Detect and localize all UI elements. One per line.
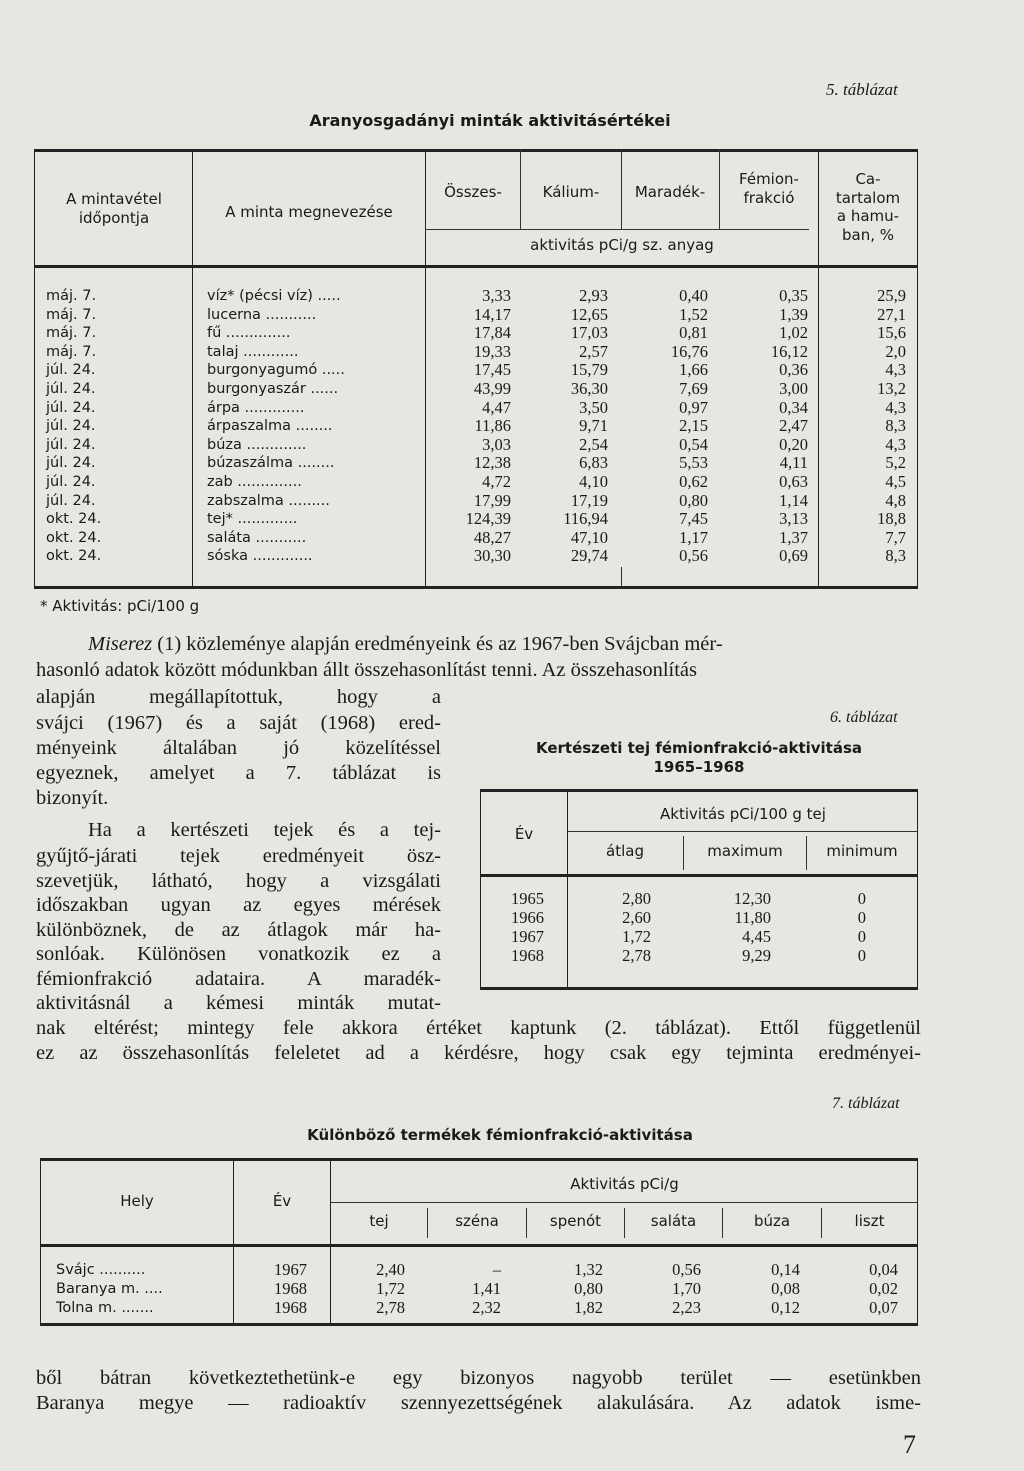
table7-cell-place: Tolna m. ....... — [56, 1300, 154, 1316]
table7-right-border — [917, 1158, 918, 1323]
table6-col-divider — [567, 789, 568, 987]
table5-cell-remainder: 2,15 — [679, 416, 708, 436]
table5-cell-metal: 1,02 — [779, 323, 808, 343]
page-number: 7 — [903, 1430, 916, 1459]
table6-right-border — [917, 789, 918, 987]
paragraph-line: alapján megállapítottuk, hogy a — [36, 686, 441, 708]
table5-header-calcium: Ca- tartalom a hamu- ban, % — [835, 170, 901, 244]
table5-cell-metal: 1,37 — [779, 527, 808, 547]
table5-cell-potassium: 116,94 — [563, 509, 608, 529]
table7-header-col: liszt — [854, 1212, 885, 1230]
table5-cell-calcium: 7,7 — [885, 527, 906, 547]
table5-cell-total: 19,33 — [473, 341, 511, 361]
table6-header-max: maximum — [707, 842, 783, 860]
table5-cell-total: 30,30 — [473, 546, 511, 566]
table5-cell-calcium: 4,8 — [885, 490, 906, 510]
table6-cell-year: 1968 — [511, 946, 544, 965]
paragraph-line — [88, 632, 723, 657]
table6-cell-avg: 2,60 — [622, 908, 651, 927]
table5-cell-metal: 1,14 — [779, 490, 808, 510]
table7-cell-value: 2,40 — [376, 1260, 405, 1279]
table5-cell-potassium: 9,71 — [579, 416, 608, 436]
table5-cell-name: sóska ............. — [207, 548, 313, 565]
table5-cell-date: máj. 7. — [46, 343, 97, 360]
table5-header-metal: Fémion- frakció — [739, 170, 799, 207]
table6-cell-avg: 2,78 — [622, 946, 651, 965]
table7-cell-value: 0,04 — [869, 1260, 898, 1279]
table5-title: Aranyosgadányi minták aktivitásértékei — [309, 111, 671, 130]
table5-cell-metal: 0,35 — [779, 286, 808, 305]
table7-col-divider — [821, 1208, 822, 1238]
table5-cell-potassium: 47,10 — [570, 527, 608, 547]
table5-col-divider — [192, 149, 193, 586]
paragraph-line: gyűjtő-járati tejek eredményeit ösz- — [36, 845, 441, 867]
table5-right-border — [917, 149, 918, 586]
table5-cell-remainder: 0,40 — [679, 286, 708, 305]
table7-cell-place: Svájc .......... — [56, 1262, 146, 1278]
table5-cell-metal: 0,63 — [779, 472, 808, 491]
table7-cell-value: 1,70 — [672, 1279, 701, 1298]
table5-cell-total: 11,86 — [474, 416, 511, 436]
table6-header-rule — [480, 874, 918, 877]
table5-cell-total: 14,17 — [473, 304, 511, 324]
table5-cell-remainder: 0,97 — [679, 397, 708, 417]
table7-col-divider — [427, 1208, 428, 1238]
table7-header-col: búza — [753, 1212, 791, 1230]
table5-cell-date: júl. 24. — [46, 418, 96, 435]
table6-cell-avg: 1,72 — [622, 927, 651, 946]
table7-cell-year: 1968 — [274, 1279, 307, 1298]
table6-col-divider — [806, 836, 807, 870]
table6-header-group: Aktivitás pCi/100 g tej — [660, 805, 826, 823]
table7-top-rule — [40, 1158, 918, 1161]
table5-cell-name: árpa ............. — [207, 399, 305, 416]
paragraph-line: időszakban ugyan az egyes mérések — [36, 894, 441, 916]
table5-cell-potassium: 17,19 — [570, 490, 608, 510]
table5-cell-name: lucerna ........... — [207, 306, 317, 323]
table5-cell-name: burgonyaszár ...... — [207, 381, 339, 397]
table7-title: Különböző termékek fémionfrakció-aktivitása — [307, 1126, 693, 1144]
table7-cell-value: 0,08 — [771, 1279, 800, 1298]
table7-cell-value: 0,80 — [574, 1279, 603, 1298]
table5-cell-potassium: 3,50 — [579, 397, 608, 417]
table5-cell-total: 124,39 — [465, 509, 511, 529]
table5-cell-potassium: 17,03 — [570, 323, 608, 343]
table5-cell-calcium: 4,3 — [885, 397, 906, 417]
table5-cell-potassium: 2,54 — [579, 434, 608, 454]
table5-cell-calcium: 13,2 — [877, 379, 906, 398]
table6-cell-year: 1967 — [511, 927, 544, 946]
table5-cell-metal: 0,34 — [779, 397, 808, 417]
table6-top-rule — [480, 789, 918, 792]
paragraph-line: bizonyít. — [36, 787, 109, 809]
table7-col-divider — [233, 1158, 234, 1323]
table5-header-unit: aktivitás pCi/g sz. anyag — [530, 236, 714, 254]
table6-title: Kertészeti tej fémionfrakció-aktivitása 1965–1968 — [535, 739, 863, 776]
table7-header-col: széna — [455, 1212, 499, 1230]
table7-col-divider — [722, 1208, 723, 1238]
table5-cell-remainder: 7,69 — [679, 379, 708, 398]
table5-header-remainder: Maradék- — [634, 183, 706, 201]
paragraph-line: fémionfrakció adataira. A maradék- — [36, 968, 441, 990]
table7-cell-value: 2,32 — [472, 1298, 501, 1317]
table5-cell-metal: 3,13 — [779, 509, 808, 529]
table5-header-rule — [34, 265, 918, 268]
table5-col-divider — [818, 149, 819, 586]
table5-cell-potassium: 29,74 — [570, 546, 608, 566]
table5-cell-metal: 2,47 — [779, 416, 808, 436]
table7-sub-rule — [330, 1202, 918, 1203]
table6-cell-min: 0 — [857, 946, 866, 965]
table6-cell-avg: 2,80 — [622, 889, 651, 908]
paragraph-line: svájci (1967) és a saját (1968) ered- — [36, 712, 441, 734]
table5-cell-name: fű .............. — [207, 325, 291, 342]
table7-header-col: saláta — [650, 1212, 697, 1230]
paragraph-line: nak eltérést; mintegy fele akkora értéket kaptunk (2. táblázat). Ettől függetlenül — [36, 1017, 921, 1039]
table5-col-divider — [520, 149, 521, 229]
table7-header-place: Hely — [120, 1192, 154, 1210]
table5-cell-remainder: 7,45 — [679, 509, 708, 529]
table5-cell-remainder: 1,66 — [679, 360, 708, 380]
table7-cell-value: 0,07 — [869, 1298, 898, 1317]
paragraph-text: (1) közleménye alapján eredményeink és az 1967-ben Svájcban mér- — [152, 633, 723, 655]
table5-cell-date: okt. 24. — [46, 529, 102, 546]
paragraph-line: aktivitásnál a kémesi minták mutat- — [36, 992, 441, 1014]
table5-cell-potassium: 36,30 — [570, 379, 608, 398]
table5-cell-name: búza ............. — [207, 436, 307, 453]
table5-cell-total: 48,27 — [473, 527, 511, 547]
table5-cell-remainder: 0,80 — [679, 490, 708, 510]
table7-cell-value: – — [492, 1260, 501, 1279]
table7-col-divider — [526, 1208, 527, 1238]
table7-cell-value: 0,14 — [771, 1260, 800, 1279]
table7-header-rule — [40, 1244, 918, 1247]
table5-left-border — [34, 149, 35, 586]
table5-cell-remainder: 0,54 — [679, 434, 708, 454]
paragraph-line: szevetjük, látható, hogy a vizsgálati — [36, 870, 441, 892]
table7-cell-value: 1,41 — [472, 1279, 501, 1298]
table7-cell-value: 0,02 — [869, 1279, 898, 1298]
table6-cell-min: 0 — [857, 927, 866, 946]
table5-cell-date: júl. 24. — [46, 474, 96, 490]
table5-cell-calcium: 4,5 — [885, 472, 906, 491]
table5-cell-date: máj. 7. — [46, 325, 97, 342]
table5-cell-calcium: 18,8 — [877, 509, 906, 529]
table7-cell-value: 1,82 — [574, 1298, 603, 1317]
table5-cell-total: 12,38 — [473, 453, 511, 473]
table6-cell-max: 4,45 — [742, 927, 771, 946]
table5-cell-potassium: 15,79 — [570, 360, 608, 380]
table5-cell-date: okt. 24. — [46, 548, 102, 565]
table5-cell-name: zabszalma ......... — [207, 492, 330, 509]
table7-col-divider — [624, 1208, 625, 1238]
table5-cell-potassium: 4,10 — [579, 472, 608, 491]
table5-header-date: A mintavétel időpontja — [66, 190, 162, 227]
table7-cell-place: Baranya m. .... — [56, 1281, 163, 1297]
table5-label: 5. táblázat — [826, 80, 898, 99]
table5-cell-date: máj. 7. — [46, 288, 97, 304]
table6-bottom-rule — [480, 987, 918, 990]
paragraph-line: Ha a kertészeti tejek és a tej- — [88, 819, 441, 841]
table5-cell-remainder: 5,53 — [679, 453, 708, 473]
table7-header-col: tej — [369, 1212, 389, 1230]
paragraph-line: különböznek, de az átlagok már ha- — [36, 919, 441, 941]
table5-cell-name: árpaszalma ........ — [207, 418, 333, 435]
table5-cell-total: 3,33 — [482, 286, 511, 305]
table5-footnote: * Aktivitás: pCi/100 g — [40, 597, 200, 615]
table7-label: 7. táblázat — [832, 1095, 900, 1112]
table5-cell-name: talaj ............ — [207, 343, 299, 360]
table5-cell-metal: 3,00 — [779, 379, 808, 398]
table5-cell-date: júl. 24. — [46, 399, 96, 416]
table5-cell-metal: 0,20 — [779, 434, 808, 454]
table7-left-border — [40, 1158, 41, 1323]
paragraph-line: ből bátran következtethetünk-e egy bizonyos nagyobb terület — esetünkben — [36, 1367, 921, 1389]
table5-col-divider — [425, 149, 426, 586]
table5-cell-remainder: 1,52 — [679, 304, 708, 324]
table6-cell-year: 1966 — [511, 908, 544, 927]
table7-header-col: spenót — [549, 1212, 602, 1230]
table5-cell-calcium: 8,3 — [885, 416, 906, 436]
table5-cell-total: 3,03 — [482, 434, 511, 454]
author-name: Miserez — [88, 633, 153, 655]
table5-cell-total: 17,99 — [473, 490, 511, 510]
table7-cell-value: 2,78 — [376, 1298, 405, 1317]
table5-cell-date: júl. 24. — [46, 381, 96, 397]
table5-cell-calcium: 25,9 — [877, 286, 906, 305]
table5-cell-metal: 16,12 — [770, 341, 808, 361]
table5-cell-calcium: 4,3 — [885, 360, 906, 380]
table5-sub-rule — [425, 229, 809, 230]
table7-header-year: Év — [272, 1192, 292, 1210]
table6-cell-min: 0 — [857, 889, 866, 908]
table5-cell-potassium: 2,57 — [579, 341, 608, 361]
table5-header-potassium: Kálium- — [542, 183, 600, 201]
table6-header-avg: átlag — [606, 842, 644, 860]
paragraph-line: egyeznek, amelyet a 7. táblázat is — [36, 762, 441, 784]
table5-cell-total: 17,45 — [473, 360, 511, 380]
table6-left-border — [480, 789, 481, 987]
table5-col-divider — [621, 567, 622, 586]
table7-header-group: Aktivitás pCi/g — [570, 1175, 679, 1193]
table6-cell-max: 11,80 — [734, 908, 771, 927]
table5-header-name: A minta megnevezése — [225, 203, 393, 221]
table6-header-year: Év — [514, 825, 534, 843]
table5-cell-remainder: 1,17 — [679, 527, 708, 547]
table5-cell-date: júl. 24. — [46, 455, 96, 472]
paragraph-line: sonlóak. Különösen vonatkozik ez a — [36, 943, 441, 965]
table7-cell-value: 0,12 — [771, 1298, 800, 1317]
table7-cell-year: 1967 — [274, 1260, 307, 1279]
table5-cell-name: burgonyagumó ..... — [207, 362, 345, 379]
table5 — [0, 0, 1024, 600]
table5-cell-total: 43,99 — [473, 379, 511, 398]
table5-cell-calcium: 27,1 — [877, 304, 906, 324]
table5-cell-potassium: 2,93 — [579, 286, 608, 305]
table6-cell-max: 12,30 — [733, 889, 771, 908]
table6-cell-min: 0 — [857, 908, 866, 927]
table6-label: 6. táblázat — [830, 709, 898, 726]
table7-cell-value: 2,23 — [672, 1298, 701, 1317]
table5-cell-total: 4,72 — [482, 472, 511, 491]
table5-cell-metal: 1,39 — [779, 304, 808, 324]
table5-cell-potassium: 6,83 — [579, 453, 608, 473]
table5-cell-calcium: 5,2 — [885, 453, 906, 473]
table5-cell-date: máj. 7. — [46, 306, 97, 323]
table5-cell-metal: 0,36 — [779, 360, 808, 380]
table6-col-divider — [683, 836, 684, 870]
table5-cell-calcium: 8,3 — [885, 546, 906, 566]
table5-cell-remainder: 0,81 — [679, 323, 708, 343]
paragraph-line: ményeink általában jó közelítéssel — [36, 737, 441, 759]
table5-cell-calcium: 15,6 — [877, 323, 906, 343]
table5-cell-date: júl. 24. — [46, 362, 96, 379]
table5-cell-metal: 4,11 — [779, 453, 808, 473]
table6-header-min: minimum — [826, 842, 898, 860]
table5-cell-date: júl. 24. — [46, 436, 96, 453]
paragraph-line: Baranya megye — radioaktív szennyezettségének alakulására. Az adatok isme- — [36, 1392, 921, 1414]
paragraph-line: hasonló adatok között módunkban állt összehasonlítást tenni. Az összehasonlítás — [36, 659, 698, 681]
table5-cell-metal: 0,69 — [779, 546, 808, 566]
table7-cell-value: 0,56 — [672, 1260, 701, 1279]
table5-top-rule — [34, 149, 918, 152]
table5-cell-name: búzaszálma ........ — [207, 455, 335, 472]
table5-cell-remainder: 0,62 — [679, 472, 708, 491]
table7-cell-value: 1,32 — [574, 1260, 603, 1279]
paragraph-line: ez az összehasonlítás feleletet ad a kérdésre, hogy csak egy tejminta eredményei- — [36, 1042, 921, 1064]
table5-cell-calcium: 2,0 — [885, 341, 906, 361]
table6-cell-year: 1965 — [511, 889, 544, 908]
table5-cell-name: tej* ............. — [207, 511, 298, 528]
table5-cell-date: júl. 24. — [46, 492, 96, 509]
table6-cell-max: 9,29 — [742, 946, 771, 965]
table5-cell-name: saláta ........... — [207, 529, 307, 546]
table5-cell-name: zab .............. — [207, 474, 302, 490]
table7-cell-year: 1968 — [274, 1298, 307, 1317]
table5-bottom-rule — [34, 586, 918, 589]
table7-cell-value: 1,72 — [376, 1279, 405, 1298]
table5-cell-remainder: 16,76 — [670, 341, 708, 361]
table7-bottom-rule — [40, 1323, 918, 1326]
table5-header-total: Összes- — [444, 183, 502, 201]
table5-cell-date: okt. 24. — [46, 511, 102, 528]
table6-sub-rule — [567, 831, 918, 832]
table5-cell-remainder: 0,56 — [679, 546, 708, 566]
table5-cell-total: 4,47 — [482, 397, 511, 417]
table5-cell-name: víz* (pécsi víz) ..... — [207, 288, 341, 304]
table5-cell-calcium: 4,3 — [885, 434, 906, 454]
table5-cell-total: 17,84 — [473, 323, 511, 343]
table5-cell-potassium: 12,65 — [570, 304, 608, 324]
